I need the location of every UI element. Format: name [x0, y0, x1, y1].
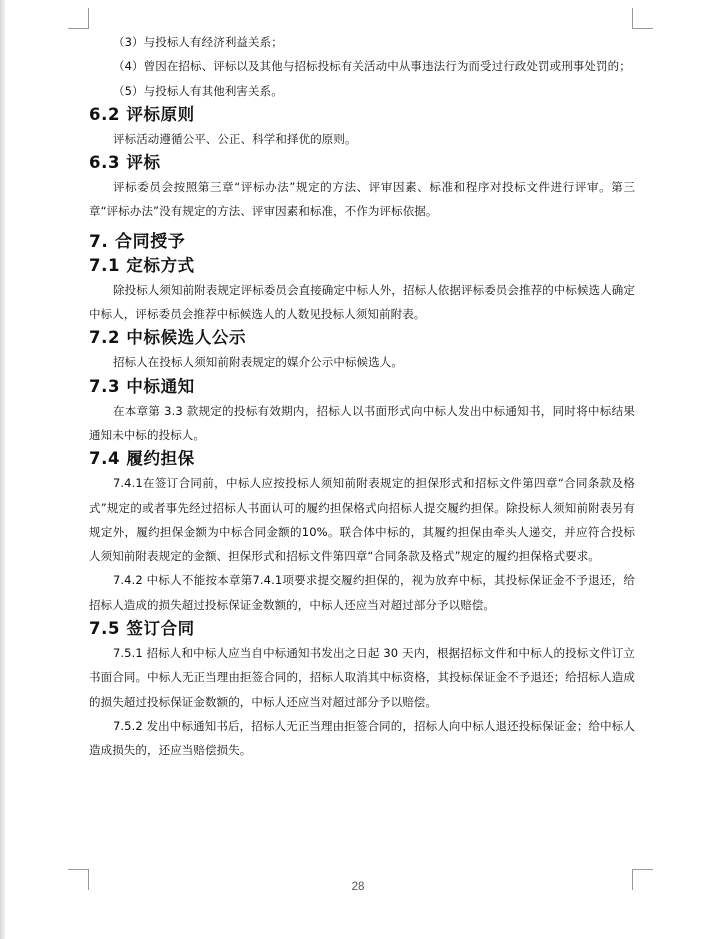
crop-mark-top-right [632, 8, 653, 29]
page-number: 28 [351, 881, 365, 893]
paragraph: 招标人在投标人须知前附表规定的媒介公示中标候选人。 [113, 355, 403, 370]
chapter-heading-7: 7. 合同授予 [89, 231, 186, 252]
crop-mark-top-left [68, 8, 89, 29]
section-heading-7-5: 7.5 签订合同 [89, 619, 195, 639]
paragraph: 除投标人须知前附表规定评标委员会直接确定中标人外，招标人依据评标委员会推荐的中标候选人确定中标人，评标委员会推荐中标候选人的人数见投标人须知前附表。 [89, 282, 635, 322]
paragraph: 7.4.1在签订合同前，中标人应按投标人须知前附表规定的担保形式和招标文件第四章“合同条款及格式”规定的或者事先经过招标人书面认可的履约担保格式向招标人提交履约担保。除投标人须知前附表另有规定外，履约担保金额为中标合同金额的10%。联合体中标的，其履约担保由牵头人递交，并应符合投标人须知前附表规定的金额、担保形式和招标文件第四章“合同条款及格式”规定的履约担保格式要求。 [89, 476, 635, 564]
section-heading-7-2: 7.2 中标候选人公示 [89, 328, 247, 348]
paragraph: 评标活动遵循公平、公正、科学和择优的原则。 [113, 131, 357, 146]
paragraph: （5）与投标人有其他利害关系。 [113, 83, 283, 98]
page-content [89, 30, 635, 763]
section-heading-7-3: 7.3 中标通知 [89, 376, 195, 396]
section-heading-6-3: 6.3 评标 [89, 153, 161, 173]
paragraph: （3）与投标人有经济利益关系； [113, 35, 283, 49]
paragraph: （4）曾因在招标、评标以及其他与招标投标有关活动中从事违法行为而受过行政处罚或刑事处罚的； [113, 59, 631, 74]
paragraph: 7.5.2 发出中标通知书后，招标人无正当理由拒签合同的，招标人向中标人退还投标保证金；给中标人造成损失的，还应当赔偿损失。 [89, 718, 635, 758]
paragraph: 7.5.1 招标人和中标人应当自中标通知书发出之日起 30 天内，根据招标文件和中标人的投标文件订立书面合同。中标人无正当理由拒签合同的，招标人取消其中标资格，其投标保证金不予退还；给招标人造成的损失超过投标保证金数额的，中标人还应当对超过部分予以赔偿。 [89, 646, 635, 709]
section-heading-6-2: 6.2 评标原则 [89, 104, 195, 124]
section-heading-7-1: 7.1 定标方式 [89, 255, 195, 275]
section-heading-7-4: 7.4 履约担保 [89, 449, 195, 469]
paragraph: 在本章第 3.3 款规定的投标有效期内，招标人以书面形式向中标人发出中标通知书，同时将中标结果通知未中标的投标人。 [89, 403, 635, 442]
page-left-edge [0, 0, 5, 939]
paragraph: 评标委员会按照第三章“评标办法”规定的方法、评审因素、标准和程序对投标文件进行评审。第三章“评标办法”没有规定的方法、评审因素和标准，不作为评标依据。 [89, 180, 635, 219]
paragraph: 7.4.2 中标人不能按本章第7.4.1项要求提交履约担保的，视为放弃中标，其投标保证金不予退还，给招标人造成的损失超过投标保证金数额的，中标人还应当对超过部分予以赔偿。 [89, 573, 635, 612]
